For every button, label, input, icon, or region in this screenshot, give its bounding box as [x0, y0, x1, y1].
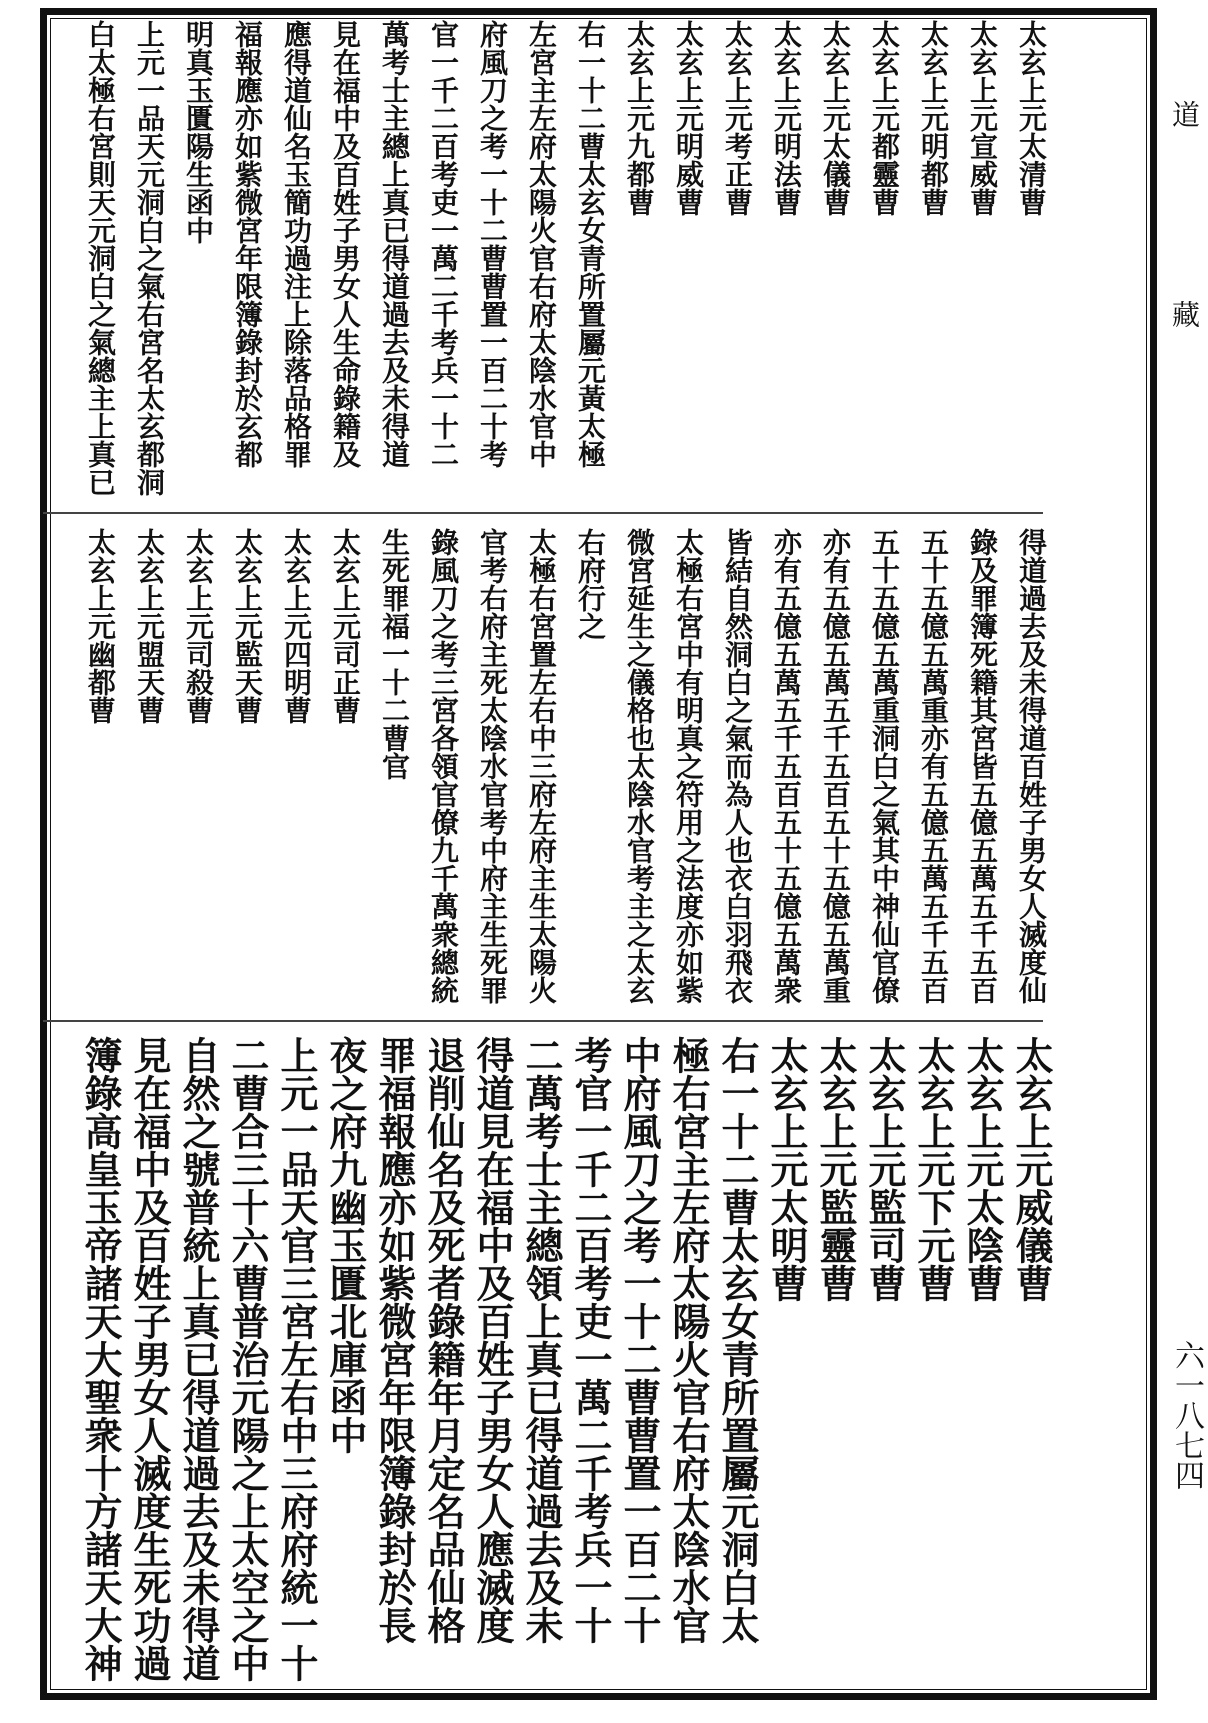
text-column: 夜之府九幽玉匱北庫函中 [323, 1036, 368, 1454]
text-column: 明真玉匱陽生函中 [182, 20, 215, 244]
text-column: 太玄上元明法曹 [770, 20, 803, 216]
text-column: 太玄上元司殺曹 [182, 528, 215, 724]
text-column: 得道過去及未得道百姓子男女人滅度仙 [1015, 528, 1048, 1004]
text-column: 考官一千二百考吏一萬二千考兵一十 [568, 1036, 613, 1644]
text-column: 太玄上元下元曹 [911, 1036, 956, 1302]
text-column: 府風刀之考一十二曹曹置一百二十考 [476, 20, 509, 468]
text-column: 錄及罪簿死籍其宮皆五億五萬五千五百 [966, 528, 999, 1004]
text-column: 太玄上元考正曹 [721, 20, 754, 216]
text-column: 上元一品天官三宮左右中三府府統一十 [274, 1036, 319, 1682]
register-line-2 [43, 1020, 1043, 1022]
text-column: 錄風刀之考三宮各領官僚九千萬衆總統 [427, 528, 460, 1004]
text-column: 太玄上元太儀曹 [819, 20, 852, 216]
text-column: 太玄上元太陰曹 [960, 1036, 1005, 1302]
text-column: 太玄上元監司曹 [862, 1036, 907, 1302]
text-column: 皆結自然洞白之氣而為人也衣白羽飛衣 [721, 528, 754, 1004]
text-panel-top [54, 20, 1056, 508]
text-column: 二曹合三十六曹普治元陽之上太空之中 [225, 1036, 270, 1682]
text-column: 應得道仙名玉簡功過注上除落品格罪 [280, 20, 313, 468]
text-column: 微宮延生之儀格也太陰水官考主之太玄 [623, 528, 656, 1004]
text-column: 太極右宮置左右中三府左府主生太陽火 [525, 528, 558, 1004]
text-panel-middle [54, 528, 1056, 1016]
text-column: 太玄上元四明曹 [280, 528, 313, 724]
text-column: 極右宮主左府太陽火官右府太陰水官 [666, 1036, 711, 1644]
text-column: 五十五億五萬重洞白之氣其中神仙官僚 [868, 528, 901, 1004]
text-column: 太玄上元明威曹 [672, 20, 705, 216]
text-column: 簿錄高皇玉帝諸天大聖衆十方諸天大神 [78, 1036, 123, 1682]
text-column: 生死罪福一十二曹官 [378, 528, 411, 780]
text-column: 太玄上元都靈曹 [868, 20, 901, 216]
text-column: 太玄上元盟天曹 [133, 528, 166, 724]
text-column: 官考右府主死太陰水官考中府主生死罪 [476, 528, 509, 1004]
text-column: 官一千二百考吏一萬二千考兵一十二 [427, 20, 460, 468]
text-column: 太玄上元太清曹 [1015, 20, 1048, 216]
text-column: 左宮主左府太陽火官右府太陰水官中 [525, 20, 558, 468]
text-column: 中府風刀之考一十二曹曹置一百二十 [617, 1036, 662, 1644]
text-column: 福報應亦如紫微宮年限簿錄封於玄都 [231, 20, 264, 468]
text-column: 退削仙名及死者錄籍年月定名品仙格 [421, 1036, 466, 1644]
text-column: 見在福中及百姓子男女人滅度生死功過 [127, 1036, 172, 1682]
text-column: 太極右宮中有明真之符用之法度亦如紫 [672, 528, 705, 1004]
text-column: 上元一品天元洞白之氣右宮名太玄都洞 [133, 20, 166, 496]
register-line-1 [43, 512, 1043, 514]
text-column: 右府行之 [574, 528, 607, 640]
text-column: 白太極右宮則天元洞白之氣總主上真已 [84, 20, 117, 496]
text-column: 右一十二曹太玄女青所置屬元黃太極 [574, 20, 607, 468]
text-column: 太玄上元宣威曹 [966, 20, 999, 216]
text-column: 萬考士主總上真已得道過去及未得道 [378, 20, 411, 468]
text-column: 太玄上元監天曹 [231, 528, 264, 724]
text-column: 太玄上元幽都曹 [84, 528, 117, 724]
text-column: 自然之號普統上真已得道過去及未得道 [176, 1036, 221, 1682]
text-panel-bottom [54, 1036, 1056, 1688]
text-column: 得道見在福中及百姓子男女人應滅度 [470, 1036, 515, 1644]
text-column: 太玄上元九都曹 [623, 20, 656, 216]
page-number: 六一八七四 [1169, 1340, 1204, 1490]
book-title-char-2: 藏 [1168, 300, 1201, 328]
text-column: 見在福中及百姓子男女人生命錄籍及 [329, 20, 362, 468]
book-title-char-1: 道 [1168, 100, 1201, 128]
text-column: 太玄上元太明曹 [764, 1036, 809, 1302]
text-column: 亦有五億五萬五千五百五十五億五萬衆 [770, 528, 803, 1004]
text-column: 太玄上元監靈曹 [813, 1036, 858, 1302]
text-column: 右一十二曹太玄女青所置屬元洞白太 [715, 1036, 760, 1644]
text-column: 五十五億五萬重亦有五億五萬五千五百 [917, 528, 950, 1004]
text-column: 罪福報應亦如紫微宮年限簿錄封於長 [372, 1036, 417, 1644]
text-column: 太玄上元明都曹 [917, 20, 950, 216]
text-column: 亦有五億五萬五千五百五十五億五萬重 [819, 528, 852, 1004]
text-column: 二萬考士主總領上真已得道過去及未 [519, 1036, 564, 1644]
text-column: 太玄上元威儀曹 [1009, 1036, 1054, 1302]
text-column: 太玄上元司正曹 [329, 528, 362, 724]
